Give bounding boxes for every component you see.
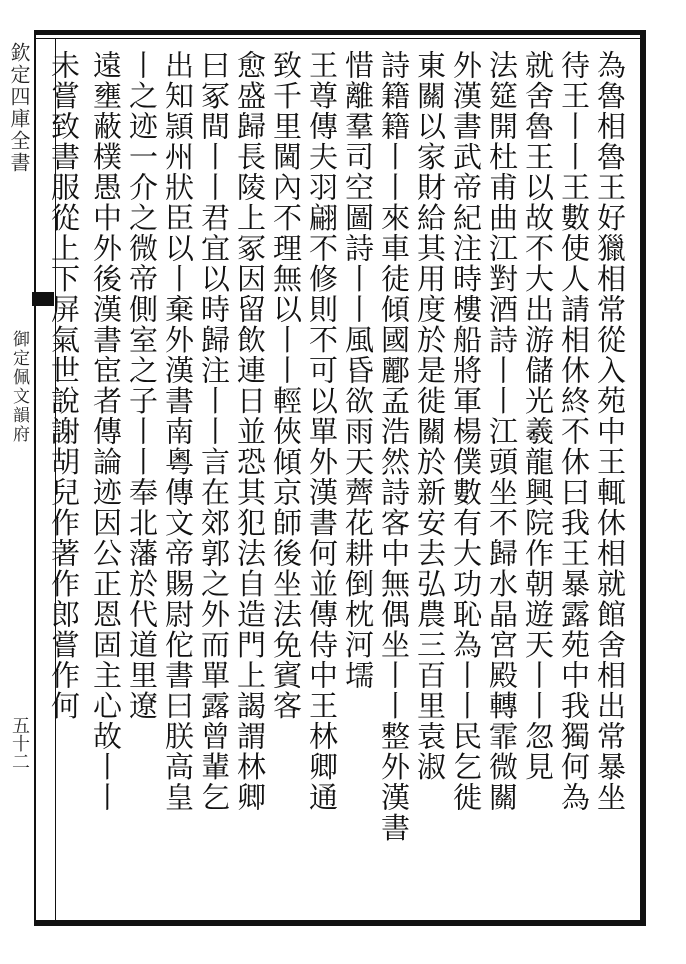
text-column-9: 王尊傳夫羽翩不修則不可以單外漢書何並傳侍中王林卿通 xyxy=(305,50,339,813)
page-number: 五十二 xyxy=(9,716,30,770)
text-column-13: 出知頴州狀臣以丨棄外漢書南粵傳文帝賜尉佗書曰朕高皇 xyxy=(161,50,195,813)
top-border xyxy=(36,30,646,35)
book-subtitle: 御定佩文韻府 xyxy=(9,330,29,444)
text-column-8: 惜離羣司空圖詩丨丨風昏欲雨天薺花耕倒枕河壖 xyxy=(341,50,375,691)
text-column-4: 法筵開杜甫曲江對酒詩丨丨江頭坐不歸水晶宮殿轉霏微關 xyxy=(485,50,519,813)
book-title: 欽定四庫全書 xyxy=(7,42,31,174)
text-column-5: 外漢書武帝紀注時樓船將軍楊僕數有大功恥為丨丨民乞徙 xyxy=(449,50,483,813)
text-column-16: 未嘗致書服從上下屏氣世說謝胡兒作著作郎嘗作何 xyxy=(47,50,81,721)
text-column-6: 東關以家財給其用度於是徙關於新安去弘農三百里袁淑 xyxy=(413,50,447,782)
text-column-1: 為魯相魯王好獵相常從入苑中王輒休相就館舍相出常暴坐 xyxy=(593,50,627,813)
bottom-border xyxy=(36,920,646,926)
text-column-2: 待王丨丨王數使人請相休終不休曰我王暴露苑中我獨何為 xyxy=(557,50,591,813)
top-border-inner xyxy=(36,38,646,39)
text-column-12: 曰冢間丨丨君宜以時歸注丨丨言在郊郭之外而單露曾輩乞 xyxy=(197,50,231,813)
right-border xyxy=(640,30,646,926)
text-column-14: 丨之迹一介之微帝側室之子丨丨奉北藩於代道里遼 xyxy=(125,50,159,721)
left-border xyxy=(34,30,36,926)
text-column-7: 詩籍籍丨丨來車徒傾國酈孟浩然詩客中無偶坐丨丨整外漢書 xyxy=(377,50,411,843)
text-column-3: 就舍魯王以故不大出游儲光羲龍興院作朝遊天丨丨忽見 xyxy=(521,50,555,782)
text-column-15: 遠壅蔽樸愚中外後漢書宦者傳論迹因公正恩固主心故丨丨 xyxy=(89,50,123,813)
text-column-10: 致千里閫內不理無以丨丨輕俠傾京師後坐法免賓客 xyxy=(269,50,303,721)
text-column-11: 愈盛歸長陵上冢因留飲連日並恐其犯法自造門上謁謂林卿 xyxy=(233,50,267,813)
